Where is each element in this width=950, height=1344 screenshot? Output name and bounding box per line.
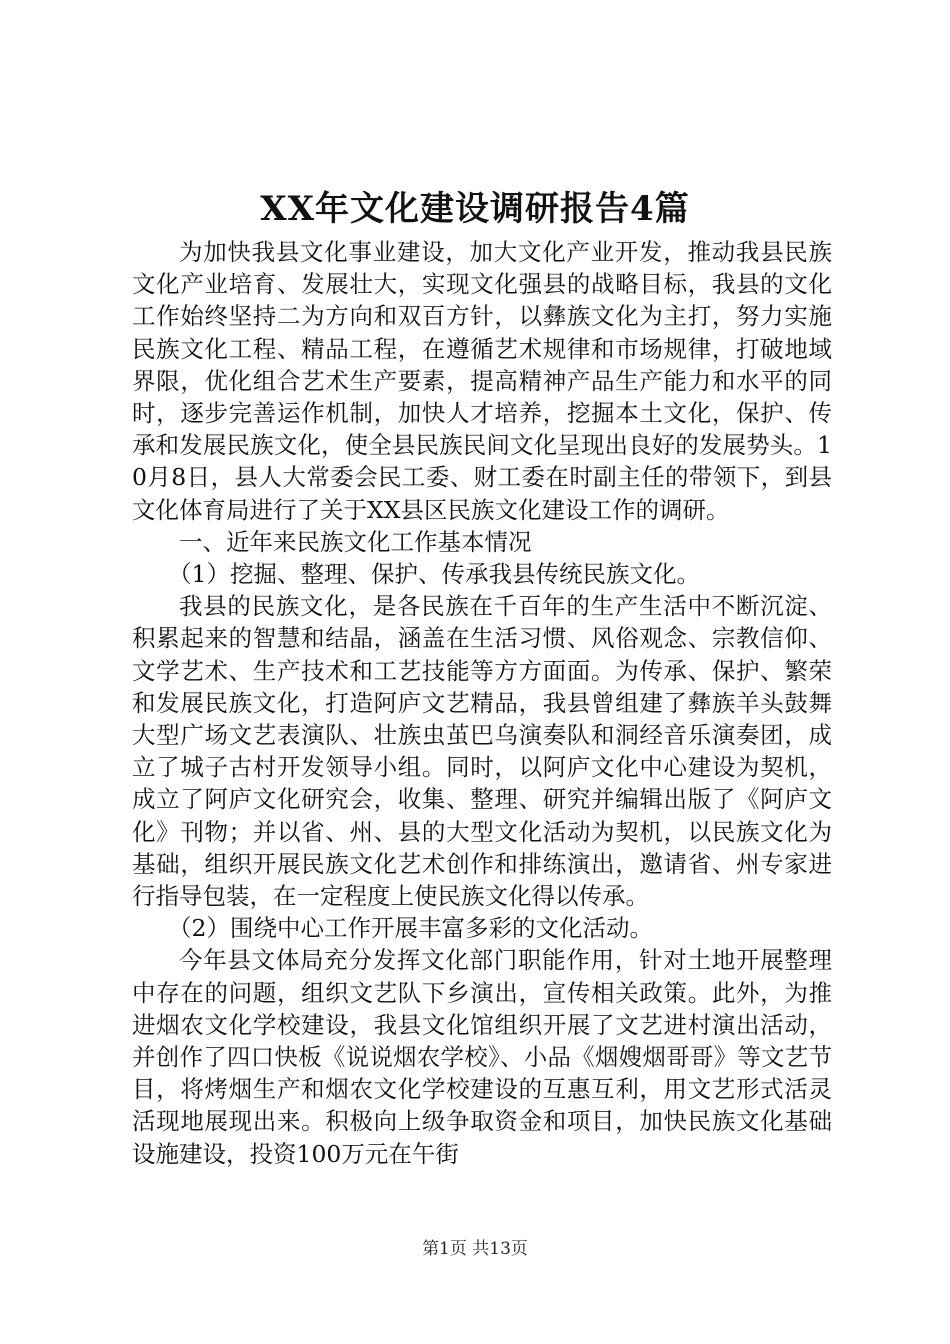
document-title: XX年文化建设调研报告4篇 <box>260 189 690 229</box>
body-paragraph-2: 今年县文体局充分发挥文化部门职能作用，针对土地开展整理中存在的问题，组织文艺队下乡演出，宣传相关政策。此外，为推进烟农文化学校建设，我县文化馆组织开展了文艺进村演出活动，并创作了四口快板《说说烟农学校》、小品《烟嫂烟哥哥》等文艺节目，将烤烟生产和烟农文化学校建设的互惠互利，用文艺形式活灵活现地展现出来。积极向上级争取资金和项目，加快民族文化基础设施建设，投资100万元在午街 <box>132 946 832 1168</box>
page-footer: 第1页 共13页 <box>422 1239 528 1259</box>
sub-heading-2: （2）围绕中心工作开展丰富多彩的文化活动。 <box>168 914 653 943</box>
sub-heading-1: （1）挖掘、整理、保护、传承我县传统民族文化。 <box>168 560 700 589</box>
document-body <box>132 236 832 1170</box>
intro-paragraph: 为加快我县文化事业建设，加大文化产业开发，推动我县民族文化产业培育、发展壮大，实现文化强县的战略目标，我县的文化工作始终坚持二为方向和双百方针，以彝族文化为主打，努力实施民族文化工程、精品工程，在遵循艺术规律和市场规律，打破地域界限，优化组合艺术生产要素，提高精神产品生产能力和水平的同时，逐步完善运作机制，加快人才培养，挖掘本土文化，保护、传承和发展民族文化，使全县民族民间文化呈现出良好的发展势头。10月8日，县人大常委会民工委、财工委在时副主任的带领下，到县文化体育局进行了关于XX县区民族文化建设工作的调研。 <box>132 238 832 524</box>
body-paragraph-1: 我县的民族文化，是各民族在千百年的生产生活中不断沉淀、积累起来的智慧和结晶，涵盖在生活习惯、风俗观念、宗教信仰、文学艺术、生产技术和工艺技能等方方面面。为传承、保护、繁荣和发展民族文化，打造阿庐文艺精品，我县曾组建了彝族羊头鼓舞大型广场文艺表演队、壮族虫茧巴乌演奏队和洞经音乐演奏团，成立了城子古村开发领导小组。同时，以阿庐文化中心建设为契机，成立了阿庐文化研究会，收集、整理、研究并编辑出版了《阿庐文化》刊物；并以省、州、县的大型文化活动为契机，以民族文化为基础，组织开展民族文化艺术创作和排练演出，邀请省、州专家进行指导包装，在一定程度上使民族文化得以传承。 <box>132 592 832 911</box>
section-heading-1: 一、近年来民族文化工作基本情况 <box>179 527 532 556</box>
